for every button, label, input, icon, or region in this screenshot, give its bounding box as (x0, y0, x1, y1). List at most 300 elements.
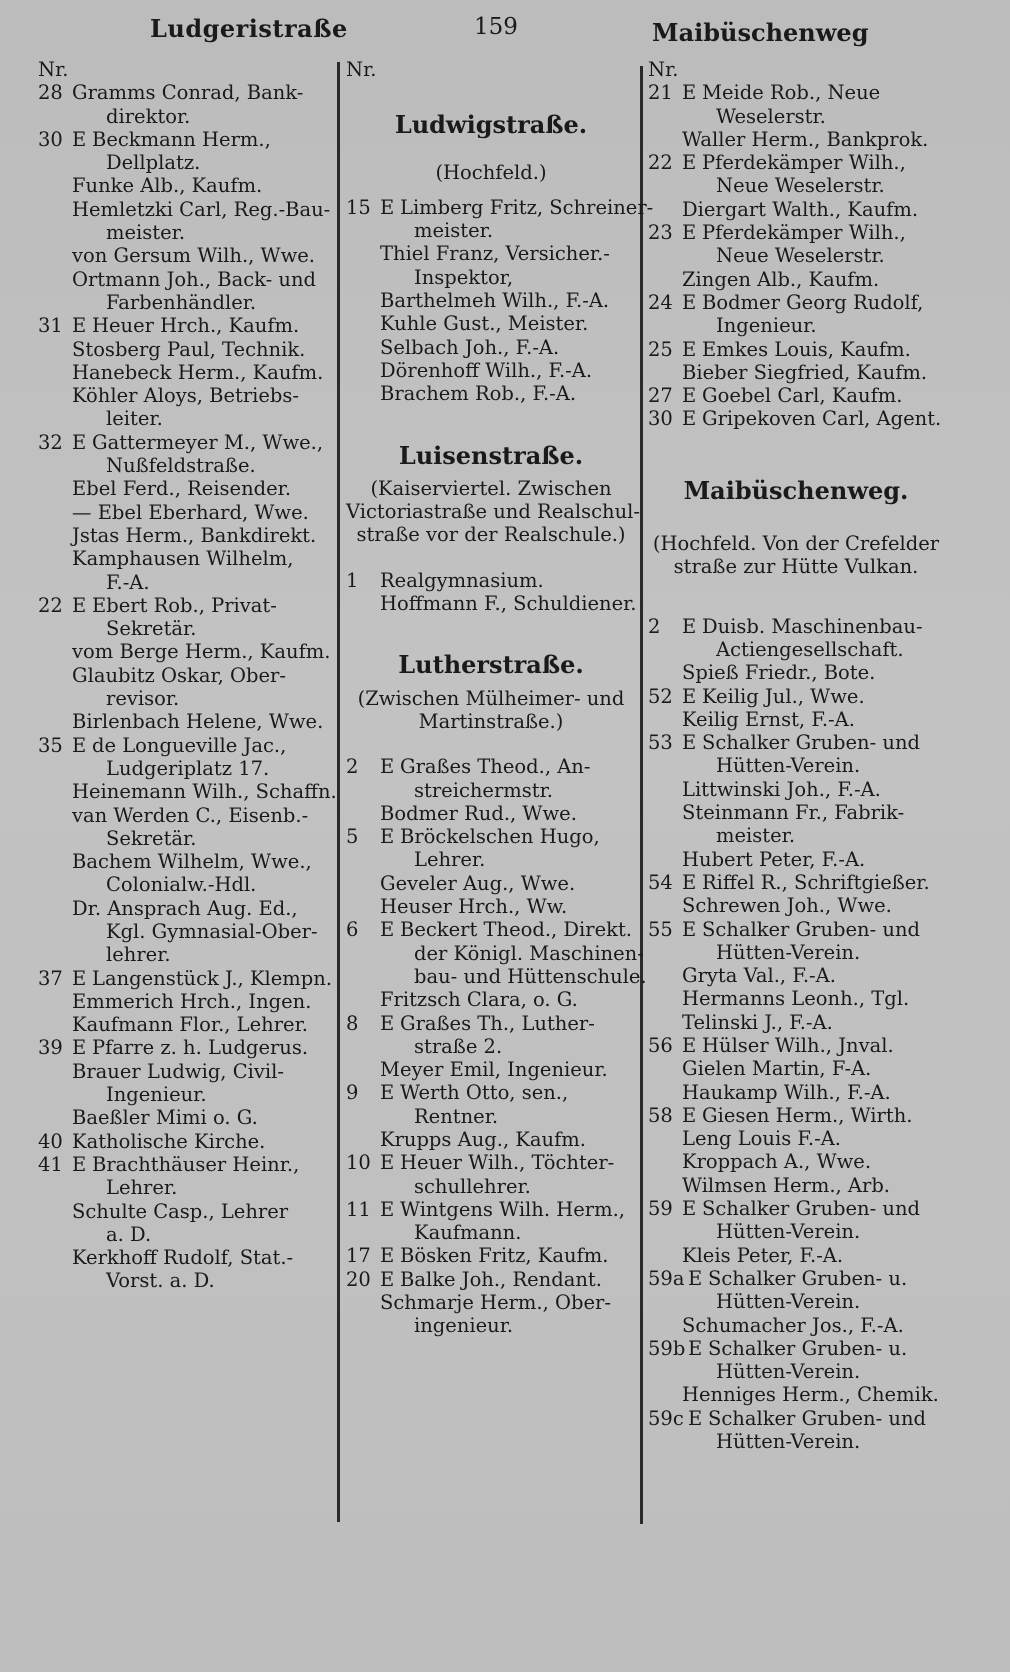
directory-entry (38, 244, 336, 267)
entry-text: Glaubitz Oskar, Ober- (72, 663, 286, 687)
directory-entry (648, 964, 944, 987)
entry-text: Gramms Conrad, Bank- (72, 81, 304, 105)
directory-entry (648, 894, 944, 917)
directory-entry (648, 407, 944, 430)
directory-entry (648, 361, 944, 384)
directory-entry (648, 1337, 944, 1360)
directory-entry (38, 1246, 336, 1269)
directory-entry (648, 987, 944, 1010)
directory-entry (346, 289, 636, 312)
directory-entry (38, 314, 336, 337)
directory-entry (648, 105, 944, 128)
directory-entry (648, 198, 944, 221)
directory-entry (38, 1130, 336, 1153)
directory-entry (648, 685, 944, 708)
directory-entry (648, 1430, 944, 1453)
directory-entry (38, 198, 336, 221)
entry-text: Leng Louis F.-A. (682, 1127, 841, 1151)
entry-text: — Ebel Eberhard, Wwe. (72, 500, 309, 524)
entry-text: direktor. (106, 104, 191, 128)
directory-entry (38, 524, 336, 547)
entry-text: Sekretär. (106, 826, 197, 850)
entry-text: meister. (716, 824, 796, 848)
house-number: 41 (38, 1152, 63, 1176)
owner-marker: E (380, 825, 395, 849)
directory-entry (38, 897, 336, 920)
street-title-maibuschenweg: Maibüschenweg. (683, 475, 909, 505)
entry-text: Neue Weselerstr. (716, 174, 885, 198)
directory-entry (346, 941, 644, 965)
entry-text: Kaufmann. (414, 1221, 522, 1245)
header-right-street: Maibüschenweg (652, 18, 869, 47)
directory-entry (648, 1220, 944, 1243)
directory-entry (648, 778, 944, 801)
entry-text: Riffel R., Schriftgießer. (702, 870, 930, 894)
directory-entry (38, 454, 336, 477)
directory-entry (648, 338, 944, 361)
entry-text: Actiengesellschaft. (716, 637, 904, 661)
house-number: 59a (648, 1266, 685, 1290)
directory-entry (38, 734, 336, 757)
entry-text: Pferdekämper Wilh., (702, 151, 906, 175)
directory-entry (346, 964, 647, 988)
directory-entry (648, 871, 944, 894)
directory-entry (648, 1057, 944, 1080)
owner-marker: E (380, 195, 395, 219)
entry-text: Schumacher Jos., F.-A. (682, 1313, 904, 1337)
house-number: 30 (38, 127, 63, 151)
entry-text: Inspektor, (414, 265, 514, 289)
directory-entry (38, 757, 336, 780)
house-number: 40 (38, 1129, 63, 1153)
directory-entry (346, 779, 636, 802)
entry-text: Barthelmeh Wilh., F.-A. (380, 289, 610, 313)
house-number: 8 (346, 1011, 359, 1035)
directory-entry (346, 848, 636, 871)
directory-entry (648, 314, 944, 337)
directory-entry (346, 1128, 636, 1151)
house-number: 58 (648, 1103, 673, 1127)
directory-entry (648, 1244, 944, 1267)
column-2 (346, 58, 654, 1338)
entry-text: Gryta Val., F.-A. (682, 964, 836, 988)
directory-entry (346, 592, 636, 615)
entry-text: Hermanns Leonh., Tgl. (682, 987, 910, 1011)
directory-entry (648, 754, 944, 777)
owner-marker: E (682, 1033, 697, 1057)
directory-entry (38, 664, 336, 687)
column-rule-right (640, 66, 643, 1524)
house-number: 30 (648, 407, 673, 431)
entry-text: van Werden C., Eisenb.- (72, 803, 309, 827)
entry-text: Hemletzki Carl, Reg.-Bau- (72, 197, 331, 221)
entry-text: Stosberg Paul, Technik. (72, 337, 306, 361)
house-number: 56 (648, 1033, 673, 1057)
entry-text: Heuer Wilh., Töchter- (400, 1151, 615, 1175)
entry-text: Bösken Fritz, Kaufm. (400, 1244, 609, 1268)
house-number: 22 (38, 593, 63, 617)
col3-top-entries (648, 81, 944, 430)
directory-entry (648, 731, 944, 754)
owner-marker: E (380, 1081, 395, 1105)
entry-text: streichermstr. (414, 778, 553, 802)
directory-entry (38, 1060, 336, 1083)
entry-text: Sekretär. (106, 617, 197, 641)
directory-entry (346, 1175, 636, 1198)
entry-text: Gielen Martin, F-A. (682, 1057, 872, 1081)
entry-text: Kerkhoff Rudolf, Stat.- (72, 1246, 294, 1270)
house-number: 52 (648, 684, 673, 708)
directory-entry (648, 291, 944, 314)
desc-line: straße vor der Realschule.) (356, 523, 626, 547)
directory-entry (346, 382, 636, 405)
directory-entry (346, 1244, 636, 1267)
entry-text: Weselerstr. (716, 104, 826, 128)
entry-text: Werth Otto, sen., (400, 1081, 569, 1105)
directory-entry (346, 569, 636, 592)
directory-entry (38, 384, 336, 407)
owner-marker: E (682, 337, 697, 361)
house-number: 24 (648, 290, 673, 314)
directory-entry (648, 81, 944, 104)
entry-text: Kgl. Gymnasial-Ober- (106, 919, 318, 943)
entry-text: de Longueville Jac., (92, 733, 287, 757)
entry-text: leiter. (106, 407, 163, 431)
nr-label: Nr. (38, 58, 69, 81)
directory-entry (346, 1058, 636, 1081)
house-number: 59c (648, 1406, 684, 1430)
house-number: 28 (38, 81, 63, 105)
entry-text: Ingenieur. (716, 314, 817, 338)
house-number: 20 (346, 1267, 371, 1291)
entry-text: straße 2. (414, 1034, 503, 1058)
ludwigstrasse-entries (346, 195, 654, 406)
desc-line: straße zur Hütte Vulkan. (673, 555, 919, 579)
directory-entry (648, 174, 944, 197)
directory-entry (38, 1083, 336, 1106)
entry-text: der Königl. Maschinen- (414, 941, 644, 965)
entry-text: Geveler Aug., Wwe. (380, 871, 576, 895)
directory-entry (346, 895, 636, 918)
entry-text: Meide Rob., Neue (702, 81, 881, 105)
entry-text: Lehrer. (106, 1176, 178, 1200)
entry-text: Schalker Gruben- und (702, 1197, 921, 1221)
directory-entry (648, 128, 944, 151)
owner-marker: E (682, 917, 697, 941)
entry-text: von Gersum Wilh., Wwe. (72, 244, 316, 268)
entry-text: Bodmer Georg Rudolf, (702, 290, 924, 314)
owner-marker: E (682, 81, 697, 105)
entry-text: Graßes Th., Luther- (400, 1011, 595, 1035)
entry-text: Schulte Casp., Lehrer (72, 1199, 289, 1223)
directory-entry (38, 710, 336, 733)
directory-entry (38, 105, 336, 128)
directory-entry (346, 195, 654, 219)
entry-text: Funke Alb., Kaufm. (72, 174, 263, 198)
directory-entry (648, 1174, 944, 1197)
entry-text: Beckmann Herm., (92, 127, 271, 151)
directory-entry (38, 1106, 336, 1129)
owner-marker: E (72, 127, 87, 151)
directory-entry (38, 1036, 336, 1059)
directory-entry (346, 336, 636, 359)
entry-text: Neue Weselerstr. (716, 244, 885, 268)
directory-entry (648, 941, 944, 964)
street-title-ludwigstrasse: Ludwigstraße. (394, 110, 588, 140)
directory-entry (38, 547, 336, 570)
entry-text: lehrer. (106, 943, 171, 967)
directory-entry (648, 638, 944, 661)
house-number: 11 (346, 1197, 371, 1221)
house-number: 32 (38, 430, 63, 454)
owner-marker: E (682, 1197, 697, 1221)
entry-text: Ingenieur. (106, 1083, 207, 1107)
entry-text: Graßes Theod., An- (400, 755, 591, 779)
entry-text: Telinski J., F.-A. (682, 1010, 833, 1034)
entry-text: Hanebeck Herm., Kaufm. (72, 360, 324, 384)
entry-text: Schalker Gruben- und (702, 731, 921, 755)
house-number: 59 (648, 1197, 673, 1221)
owner-marker: E (682, 407, 697, 431)
directory-entry (38, 1153, 336, 1176)
house-number: 2 (648, 614, 661, 638)
entry-text: Beckert Theod., Direkt. (400, 918, 633, 942)
entry-text: Kaufmann Flor., Lehrer. (72, 1013, 308, 1037)
directory-entry (648, 1314, 944, 1337)
entry-text: Baeßler Mimi o. G. (72, 1106, 258, 1130)
entry-text: Hütten-Verein. (716, 1220, 861, 1244)
entry-text: Farbenhändler. (106, 290, 257, 314)
directory-entry (38, 151, 336, 174)
owner-marker: E (682, 290, 697, 314)
entry-text: Kuhle Gust., Meister. (380, 312, 589, 336)
directory-entry (648, 708, 944, 731)
entry-text: bau- und Hüttenschule. (414, 964, 647, 988)
directory-entry (346, 825, 636, 848)
luisenstrasse-entries (346, 569, 636, 616)
entry-text: Schalker Gruben- und (702, 917, 921, 941)
entry-text: Ebert Rob., Privat- (92, 593, 277, 617)
entry-text: Henniges Herm., Chemik. (682, 1383, 939, 1407)
owner-marker: E (380, 1197, 395, 1221)
entry-text: Haukamp Wilh., F.-A. (682, 1080, 891, 1104)
house-number: 6 (346, 918, 359, 942)
owner-marker: E (72, 733, 87, 757)
directory-entry (38, 407, 336, 430)
entry-text: Heuser Hrch., Ww. (380, 895, 568, 919)
directory-entry (38, 990, 336, 1013)
directory-entry (38, 780, 336, 803)
column-rule-left (337, 62, 340, 1522)
directory-entry (346, 872, 636, 895)
owner-marker: E (682, 1103, 697, 1127)
entry-text: Lehrer. (414, 848, 486, 872)
directory-entry (38, 1269, 336, 1292)
directory-entry (648, 268, 944, 291)
entry-text: Schrewen Joh., Wwe. (682, 894, 892, 918)
directory-entry (648, 661, 944, 684)
entry-text: Keilig Jul., Wwe. (702, 684, 865, 708)
directory-entry (38, 81, 336, 104)
house-number: 10 (346, 1151, 371, 1175)
house-number: 37 (38, 966, 63, 990)
entry-text: Krupps Aug., Kaufm. (380, 1127, 586, 1151)
entry-text: Kroppach A., Wwe. (682, 1150, 872, 1174)
entry-text: Pferdekämper Wilh., (702, 221, 906, 245)
entry-text: Dr. Ansprach Aug. Ed., (72, 896, 298, 920)
entry-text: Colonialw.-Hdl. (106, 873, 257, 897)
directory-entry (346, 802, 636, 825)
entry-text: Ortmann Joh., Back- und (72, 267, 317, 291)
house-number: 1 (346, 568, 359, 592)
entry-text: Balke Joh., Rendant. (400, 1267, 602, 1291)
directory-entry (346, 359, 636, 382)
street-title-lutherstrasse: Lutherstraße. (398, 650, 584, 680)
directory-entry (38, 617, 336, 640)
entry-text: Dörenhoff Wilh., F.-A. (380, 358, 593, 382)
directory-entry (648, 1034, 944, 1057)
entry-text: Brauer Ludwig, Civil- (72, 1059, 284, 1083)
entry-text: F.-A. (106, 570, 150, 594)
entry-text: Ludgeriplatz 17. (106, 756, 270, 780)
street-description (648, 532, 944, 579)
entry-text: Meyer Emil, Ingenieur. (380, 1058, 608, 1082)
entry-text: Langenstück J., Klempn. (92, 966, 333, 990)
directory-entry (38, 338, 336, 361)
entry-text: Kamphausen Wilhelm, (72, 547, 294, 571)
entry-text: Gripekoven Carl, Agent. (702, 407, 942, 431)
maibuschenweg-entries (648, 615, 944, 1454)
directory-entry (648, 1081, 944, 1104)
entry-text: revisor. (106, 687, 180, 711)
owner-marker: E (380, 755, 395, 779)
directory-entry (648, 1104, 944, 1127)
directory-entry (38, 431, 336, 454)
house-number: 25 (648, 337, 673, 361)
entry-text: Kleis Peter, F.-A. (682, 1243, 844, 1267)
desc-line: Martinstraße.) (418, 709, 564, 733)
directory-entry (346, 312, 636, 335)
directory-entry (648, 1407, 944, 1430)
entry-text: Realgymnasium. (380, 568, 544, 592)
entry-text: Wilmsen Herm., Arb. (682, 1173, 891, 1197)
owner-marker: E (682, 684, 697, 708)
house-number: 35 (38, 733, 63, 757)
directory-entry (38, 221, 336, 244)
entry-text: Bieber Siegfried, Kaufm. (682, 360, 928, 384)
directory-entry (648, 1150, 944, 1173)
col1-entries (38, 81, 336, 1292)
entry-text: Littwinski Joh., F.-A. (682, 777, 881, 801)
owner-marker: E (380, 1267, 395, 1291)
entry-text: Duisb. Maschinenbau- (702, 614, 923, 638)
house-number: 39 (38, 1036, 63, 1060)
directory-entry (38, 1223, 336, 1246)
house-number: 5 (346, 825, 359, 849)
directory-entry (38, 128, 336, 151)
directory-entry (648, 1127, 944, 1150)
street-description: (Hochfeld.) (435, 160, 547, 184)
entry-text: Diergart Walth., Kaufm. (682, 197, 919, 221)
directory-entry (648, 1011, 944, 1034)
directory-entry (38, 850, 336, 873)
entry-text: Nußfeldstraße. (106, 454, 256, 478)
entry-text: Schalker Gruben- u. (708, 1266, 908, 1290)
entry-text: Birlenbach Helene, Wwe. (72, 710, 324, 734)
entry-text: Köhler Aloys, Betriebs- (72, 384, 300, 408)
directory-entry (38, 571, 336, 594)
directory-entry (346, 1151, 636, 1174)
house-number: 31 (38, 314, 63, 338)
directory-entry (38, 967, 336, 990)
owner-marker: E (682, 384, 697, 408)
entry-text: Bachem Wilhelm, Wwe., (72, 850, 312, 874)
directory-entry (346, 918, 636, 941)
directory-entry (38, 873, 336, 896)
owner-marker: E (72, 1152, 87, 1176)
entry-text: Wintgens Wilh. Herm., (400, 1197, 626, 1221)
directory-entry (346, 1198, 636, 1221)
directory-entry (648, 384, 944, 407)
entry-text: Waller Herm., Bankprok. (682, 127, 929, 151)
entry-text: Hoffmann F., Schuldiener. (380, 592, 637, 616)
entry-text: Hütten-Verein. (716, 1360, 861, 1384)
entry-text: Dellplatz. (106, 151, 201, 175)
entry-text: Emmerich Hrch., Ingen. (72, 989, 312, 1013)
entry-text: Hütten-Verein. (716, 940, 861, 964)
directory-entry (648, 244, 944, 267)
directory-entry (346, 988, 636, 1011)
directory-entry (648, 1383, 944, 1406)
owner-marker: E (688, 1336, 703, 1360)
entry-text: Keilig Ernst, F.-A. (682, 707, 855, 731)
directory-entry (648, 615, 944, 638)
directory-entry (38, 1013, 336, 1036)
directory-entry (38, 174, 336, 197)
street-title-luisenstrasse: Luisenstraße. (398, 440, 584, 470)
entry-text: vom Berge Herm., Kaufm. (72, 640, 331, 664)
directory-entry (346, 1268, 636, 1291)
directory-entry (346, 1012, 636, 1035)
entry-text: Gattermeyer M., Wwe., (92, 430, 324, 454)
page-header (0, 14, 1010, 54)
directory-entry (648, 1197, 944, 1220)
entry-text: Schalker Gruben- und (708, 1406, 927, 1430)
directory-entry (648, 918, 944, 941)
nr-label: Nr. (648, 58, 679, 81)
directory-entry (38, 594, 336, 617)
column-1 (38, 58, 336, 1293)
entry-text: Heinemann Wilh., Schaffn. (72, 780, 337, 804)
directory-entry (38, 291, 336, 314)
street-description (346, 687, 636, 734)
owner-marker: E (682, 870, 697, 894)
directory-entry (346, 219, 636, 242)
directory-entry (38, 501, 336, 524)
house-number: 59b (648, 1336, 686, 1360)
entry-text: Hütten-Verein. (716, 754, 861, 778)
house-number: 53 (648, 731, 673, 755)
directory-entry (346, 1291, 636, 1314)
directory-entry (648, 1360, 944, 1383)
directory-entry (38, 361, 336, 384)
owner-marker: E (72, 430, 87, 454)
directory-entry (346, 1314, 636, 1337)
entry-text: Goebel Carl, Kaufm. (702, 384, 903, 408)
entry-text: Katholische Kirche. (72, 1129, 266, 1153)
entry-text: ingenieur. (414, 1314, 514, 1338)
directory-entry (38, 640, 336, 663)
